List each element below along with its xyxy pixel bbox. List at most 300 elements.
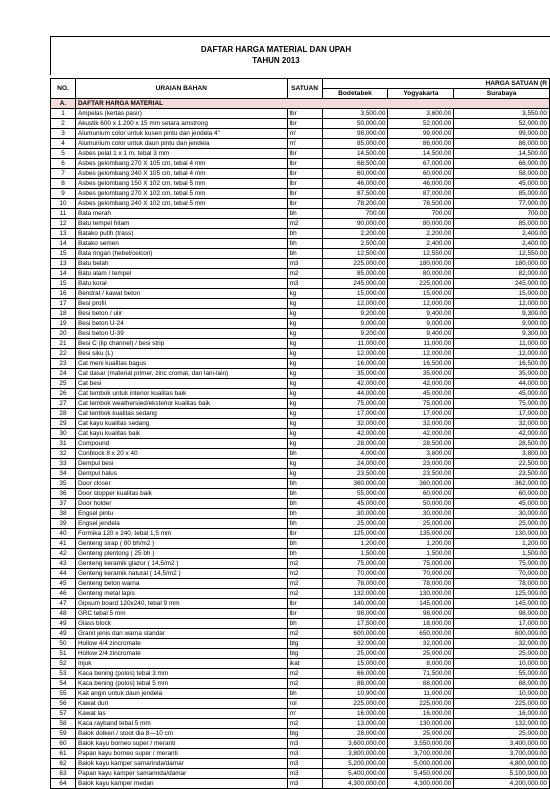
price-bodetabek: 98,000.00 bbox=[322, 609, 388, 619]
price-yogyakarta: 32,000.00 bbox=[388, 639, 454, 649]
table-row bbox=[51, 699, 550, 709]
price-surabaya: 3,700,000.00 bbox=[454, 749, 550, 759]
price-bodetabek: 32,000.00 bbox=[322, 639, 388, 649]
price-yogyakarta: 2,400.00 bbox=[388, 239, 454, 249]
table-row bbox=[51, 469, 550, 479]
item-unit: bh bbox=[287, 209, 322, 219]
item-description: Batu belah bbox=[75, 259, 287, 269]
item-description: Dempul besi bbox=[75, 459, 287, 469]
price-surabaya: 5,100,000.00 bbox=[454, 769, 550, 779]
price-surabaya: 78,000.00 bbox=[454, 579, 550, 589]
price-surabaya: 12,000.00 bbox=[454, 299, 550, 309]
item-unit: m3 bbox=[287, 769, 322, 779]
item-unit: m' bbox=[287, 139, 322, 149]
price-bodetabek: 17,500.00 bbox=[322, 619, 388, 629]
price-surabaya: 25,000.00 bbox=[454, 729, 550, 739]
item-description: Genteng sirap ( 80 bh/m2 ) bbox=[75, 539, 287, 549]
row-number: 10 bbox=[51, 199, 76, 209]
item-unit: bh bbox=[287, 509, 322, 519]
row-number: 61 bbox=[51, 749, 76, 759]
row-number: 6 bbox=[51, 159, 76, 169]
table-row bbox=[51, 359, 550, 369]
document-subtitle: TAHUN 2013 bbox=[252, 56, 300, 65]
price-yogyakarta: 71,500.00 bbox=[388, 669, 454, 679]
header-city-yogyakarta: Yogyakarta bbox=[388, 89, 454, 99]
price-surabaya: 3,800.00 bbox=[454, 449, 550, 459]
price-yogyakarta: 78,500.00 bbox=[388, 199, 454, 209]
table-row bbox=[51, 439, 550, 449]
table-row bbox=[51, 309, 550, 319]
section-row bbox=[51, 99, 550, 109]
price-bodetabek: 28,000.00 bbox=[322, 439, 388, 449]
price-surabaya: 12,000.00 bbox=[454, 349, 550, 359]
item-unit: kg bbox=[287, 359, 322, 369]
table-row bbox=[51, 329, 550, 339]
price-bodetabek: 70,000.00 bbox=[322, 569, 388, 579]
item-unit: m2 bbox=[287, 559, 322, 569]
price-surabaya: 132,000.00 bbox=[454, 719, 550, 729]
price-surabaya: 10,000.00 bbox=[454, 659, 550, 669]
item-description: Door closer bbox=[75, 479, 287, 489]
price-surabaya: 17,000.00 bbox=[454, 619, 550, 629]
item-unit: bh bbox=[287, 239, 322, 249]
price-bodetabek: 98,000.00 bbox=[322, 129, 388, 139]
table-row bbox=[51, 389, 550, 399]
price-yogyakarta: 130,000.00 bbox=[388, 719, 454, 729]
price-surabaya: 2,400.00 bbox=[454, 229, 550, 239]
row-number: 15 bbox=[51, 249, 76, 259]
row-number: 27 bbox=[51, 399, 76, 409]
row-number: 41 bbox=[51, 539, 76, 549]
price-bodetabek: 78,200.00 bbox=[322, 199, 388, 209]
row-number: 64 bbox=[51, 779, 76, 789]
row-number: 2 bbox=[51, 119, 76, 129]
price-bodetabek: 25,000.00 bbox=[322, 649, 388, 659]
table-row bbox=[51, 659, 550, 669]
price-surabaya: 9,300.00 bbox=[454, 329, 550, 339]
item-description: Cat tembok kualitas sedang bbox=[75, 409, 287, 419]
item-description: Dempul halus bbox=[75, 469, 287, 479]
price-yogyakarta: 17,000.00 bbox=[388, 409, 454, 419]
price-yogyakarta: 35,000.00 bbox=[388, 369, 454, 379]
item-unit: bh bbox=[287, 489, 322, 499]
item-unit: m3 bbox=[287, 749, 322, 759]
price-surabaya: 30,000.00 bbox=[454, 509, 550, 519]
item-unit: rol bbox=[287, 699, 322, 709]
item-description: Genteng plentong ( 25 bh ) bbox=[75, 549, 287, 559]
row-number: 57 bbox=[51, 709, 76, 719]
row-number: 14 bbox=[51, 239, 76, 249]
item-unit: m' bbox=[287, 709, 322, 719]
price-yogyakarta: 11,000.00 bbox=[388, 339, 454, 349]
table-row bbox=[51, 339, 550, 349]
price-bodetabek: 2,500.00 bbox=[322, 239, 388, 249]
item-description: Genteng metal lapis bbox=[75, 589, 287, 599]
row-number: 30 bbox=[51, 429, 76, 439]
table-row bbox=[51, 709, 550, 719]
item-unit: bh bbox=[287, 449, 322, 459]
row-number: 12 bbox=[51, 219, 76, 229]
table-row bbox=[51, 219, 550, 229]
row-number: 48 bbox=[51, 609, 76, 619]
price-yogyakarta: 87,000.00 bbox=[388, 189, 454, 199]
price-bodetabek: 140,000.00 bbox=[322, 599, 388, 609]
price-surabaya: 99,000.00 bbox=[454, 129, 550, 139]
row-number: 40 bbox=[51, 529, 76, 539]
item-unit: lbr bbox=[287, 109, 322, 119]
price-yogyakarta: 360,000.00 bbox=[388, 479, 454, 489]
price-bodetabek: 15,000.00 bbox=[322, 289, 388, 299]
item-unit: m2 bbox=[287, 589, 322, 599]
table-row bbox=[51, 499, 550, 509]
price-surabaya: 35,000.00 bbox=[454, 369, 550, 379]
price-bodetabek: 85,000.00 bbox=[322, 139, 388, 149]
price-yogyakarta: 70,000.00 bbox=[388, 569, 454, 579]
table-row bbox=[51, 159, 550, 169]
header-city-surabaya: Surabaya bbox=[454, 89, 550, 99]
table-row bbox=[51, 559, 550, 569]
price-bodetabek: 25,000.00 bbox=[322, 519, 388, 529]
price-surabaya: 145,000.00 bbox=[454, 599, 550, 609]
price-bodetabek: 17,000.00 bbox=[322, 409, 388, 419]
item-description: Kaca bening (polos) tebal 3 mm bbox=[75, 669, 287, 679]
material-price-table bbox=[50, 78, 550, 789]
table-row bbox=[51, 109, 550, 119]
price-surabaya: 28,500.00 bbox=[454, 439, 550, 449]
price-yogyakarta: 3,600.00 bbox=[388, 109, 454, 119]
item-description: Cat besi bbox=[75, 379, 287, 389]
item-unit: btg bbox=[287, 729, 322, 739]
row-number: 29 bbox=[51, 419, 76, 429]
item-description: Cat tembok weathersied/eksterior kualitas baik bbox=[75, 399, 287, 409]
table-row bbox=[51, 419, 550, 429]
price-bodetabek: 24,000.00 bbox=[322, 459, 388, 469]
table-row bbox=[51, 149, 550, 159]
item-description: Besi beton / ulir bbox=[75, 309, 287, 319]
row-number: 25 bbox=[51, 379, 76, 389]
price-bodetabek: 16,000.00 bbox=[322, 359, 388, 369]
price-yogyakarta: 145,000.00 bbox=[388, 599, 454, 609]
table-row bbox=[51, 679, 550, 689]
table-row bbox=[51, 649, 550, 659]
header-satuan: SATUAN bbox=[287, 79, 322, 99]
price-yogyakarta: 60,000.00 bbox=[388, 489, 454, 499]
table-row bbox=[51, 449, 550, 459]
price-bodetabek: 12,000.00 bbox=[322, 349, 388, 359]
header-uraian: URAIAN BAHAN bbox=[75, 79, 287, 99]
price-bodetabek: 12,500.00 bbox=[322, 249, 388, 259]
row-number: 31 bbox=[51, 439, 76, 449]
table-row bbox=[51, 599, 550, 609]
price-surabaya: 45,000.00 bbox=[454, 499, 550, 509]
row-number: 49 bbox=[51, 629, 76, 639]
item-unit: m' bbox=[287, 129, 322, 139]
price-surabaya: 12,550.00 bbox=[454, 249, 550, 259]
price-yogyakarta: 42,000.00 bbox=[388, 379, 454, 389]
row-number: 13 bbox=[51, 259, 76, 269]
price-bodetabek: 85,000.00 bbox=[322, 269, 388, 279]
price-yogyakarta: 23,500.00 bbox=[388, 469, 454, 479]
item-description: Bata ringan (hebel/celcon) bbox=[75, 249, 287, 259]
table-row bbox=[51, 289, 550, 299]
item-description: Bendrat / kawat beton bbox=[75, 289, 287, 299]
price-bodetabek: 5,200,000.00 bbox=[322, 759, 388, 769]
table-row bbox=[51, 139, 550, 149]
item-description: Asbes gelombang 150 X 102 cm, tebal 5 mm bbox=[75, 179, 287, 189]
row-number: 62 bbox=[51, 759, 76, 769]
price-yogyakarta: 98,000.00 bbox=[388, 609, 454, 619]
row-number: 49 bbox=[51, 619, 76, 629]
item-unit: bh bbox=[287, 229, 322, 239]
item-description: Genteng keramik natural ( 14,5/m2 ) bbox=[75, 569, 287, 579]
item-description: Kait angin untuk daun jendela bbox=[75, 689, 287, 699]
price-bodetabek: 23,500.00 bbox=[322, 469, 388, 479]
price-surabaya: 25,000.00 bbox=[454, 649, 550, 659]
price-bodetabek: 87,500.00 bbox=[322, 189, 388, 199]
price-yogyakarta: 25,000.00 bbox=[388, 519, 454, 529]
price-surabaya: 45,000.00 bbox=[454, 389, 550, 399]
item-unit: kg bbox=[287, 459, 322, 469]
title-block bbox=[50, 36, 550, 75]
price-bodetabek: 3,600,000.00 bbox=[322, 739, 388, 749]
price-surabaya: 130,000.00 bbox=[454, 529, 550, 539]
price-surabaya: 16,000.00 bbox=[454, 709, 550, 719]
price-surabaya: 32,000.00 bbox=[454, 419, 550, 429]
item-description: Hollow 4/4 zincromate bbox=[75, 639, 287, 649]
price-surabaya: 55,000.00 bbox=[454, 669, 550, 679]
item-unit: kg bbox=[287, 369, 322, 379]
header-city-bodetabek: Bodetabek bbox=[322, 89, 388, 99]
item-unit: bh bbox=[287, 519, 322, 529]
row-number: 45 bbox=[51, 579, 76, 589]
item-description: Besi siku (L) bbox=[75, 349, 287, 359]
price-surabaya: 32,000.00 bbox=[454, 639, 550, 649]
price-yogyakarta: 650,000.00 bbox=[388, 629, 454, 639]
table-row bbox=[51, 669, 550, 679]
price-surabaya: 82,000.00 bbox=[454, 269, 550, 279]
price-surabaya: 16,500.00 bbox=[454, 359, 550, 369]
table-row bbox=[51, 349, 550, 359]
item-unit: lbr bbox=[287, 159, 322, 169]
item-description: Akustik 600 x 1.200 x 15 mm setara amstrong bbox=[75, 119, 287, 129]
item-description: Batu tempel hitam bbox=[75, 219, 287, 229]
item-unit: btg bbox=[287, 649, 322, 659]
table-body bbox=[51, 99, 550, 789]
price-bodetabek: 9,000.00 bbox=[322, 319, 388, 329]
price-yogyakarta: 78,000.00 bbox=[388, 579, 454, 589]
row-number: 39 bbox=[51, 519, 76, 529]
item-description: Genteng keramik glazur ( 14,5/m2 ) bbox=[75, 559, 287, 569]
item-unit: btg bbox=[287, 639, 322, 649]
item-description: Gipsum board 120x240, tebal 9 mm bbox=[75, 599, 287, 609]
price-yogyakarta: 28,500.00 bbox=[388, 439, 454, 449]
row-number: 60 bbox=[51, 739, 76, 749]
price-bodetabek: 1,500.00 bbox=[322, 549, 388, 559]
price-bodetabek: 90,000.00 bbox=[322, 219, 388, 229]
price-surabaya: 58,000.00 bbox=[454, 169, 550, 179]
row-number: 11 bbox=[51, 209, 76, 219]
item-description: Door holder bbox=[75, 499, 287, 509]
table-row bbox=[51, 579, 550, 589]
document-title: DAFTAR HARGA MATERIAL DAN UPAH bbox=[200, 45, 352, 54]
price-surabaya: 9,000.00 bbox=[454, 319, 550, 329]
table-row bbox=[51, 509, 550, 519]
item-unit: m3 bbox=[287, 259, 322, 269]
row-number: 26 bbox=[51, 389, 76, 399]
row-number: 7 bbox=[51, 169, 76, 179]
price-yogyakarta: 130,000.00 bbox=[388, 589, 454, 599]
price-yogyakarta: 3,550,000.00 bbox=[388, 739, 454, 749]
price-surabaya: 10,000.00 bbox=[454, 689, 550, 699]
price-bodetabek: 68,500.00 bbox=[322, 159, 388, 169]
price-yogyakarta: 12,000.00 bbox=[388, 349, 454, 359]
price-yogyakarta: 15,000.00 bbox=[388, 289, 454, 299]
price-surabaya: 66,000.00 bbox=[454, 159, 550, 169]
row-number: 18 bbox=[51, 309, 76, 319]
row-number: 42 bbox=[51, 549, 76, 559]
table-row bbox=[51, 279, 550, 289]
table-row bbox=[51, 319, 550, 329]
row-number: 38 bbox=[51, 509, 76, 519]
price-surabaya: 44,000.00 bbox=[454, 379, 550, 389]
header-no: NO. bbox=[51, 79, 76, 99]
price-yogyakarta: 1,200.00 bbox=[388, 539, 454, 549]
row-number: 43 bbox=[51, 559, 76, 569]
price-surabaya: 600,000.00 bbox=[454, 629, 550, 639]
price-yogyakarta: 75,000.00 bbox=[388, 559, 454, 569]
price-bodetabek: 4,000.00 bbox=[322, 449, 388, 459]
price-yogyakarta: 9,400.00 bbox=[388, 309, 454, 319]
item-description: Balok kayu borneo super / meranti bbox=[75, 739, 287, 749]
price-surabaya: 70,000.00 bbox=[454, 569, 550, 579]
item-description: Balok kayu kamper samarinda/damar bbox=[75, 759, 287, 769]
row-number: 22 bbox=[51, 349, 76, 359]
price-bodetabek: 360,000.00 bbox=[322, 479, 388, 489]
item-description: Engsel pintu bbox=[75, 509, 287, 519]
price-bodetabek: 600,000.00 bbox=[322, 629, 388, 639]
price-bodetabek: 15,000.00 bbox=[322, 659, 388, 669]
price-bodetabek: 45,000.00 bbox=[322, 499, 388, 509]
row-number: 53 bbox=[51, 669, 76, 679]
item-description: Genteng beton warna bbox=[75, 579, 287, 589]
price-surabaya: 22,500.00 bbox=[454, 459, 550, 469]
item-unit: kg bbox=[287, 289, 322, 299]
price-bodetabek: 4,300,000.00 bbox=[322, 779, 388, 789]
item-description: Kawat las bbox=[75, 709, 287, 719]
table-row bbox=[51, 739, 550, 749]
price-surabaya: 700.00 bbox=[454, 209, 550, 219]
price-surabaya: 98,000.00 bbox=[454, 609, 550, 619]
price-yogyakarta: 225,000.00 bbox=[388, 279, 454, 289]
table-row bbox=[51, 589, 550, 599]
item-unit: bh bbox=[287, 549, 322, 559]
item-unit: m2 bbox=[287, 579, 322, 589]
item-unit: lbr bbox=[287, 609, 322, 619]
price-bodetabek: 3,500.00 bbox=[322, 109, 388, 119]
price-surabaya: 225,000.00 bbox=[454, 699, 550, 709]
price-yogyakarta: 12,000.00 bbox=[388, 299, 454, 309]
item-unit: lbr bbox=[287, 199, 322, 209]
row-number: 19 bbox=[51, 319, 76, 329]
item-description: Bata merah bbox=[75, 209, 287, 219]
item-unit: m2 bbox=[287, 669, 322, 679]
item-unit: lbr bbox=[287, 119, 322, 129]
item-description: Door stopper kualitas baik bbox=[75, 489, 287, 499]
item-unit: kg bbox=[287, 319, 322, 329]
price-bodetabek: 245,000.00 bbox=[322, 279, 388, 289]
price-surabaya: 88,000.00 bbox=[454, 679, 550, 689]
table-row bbox=[51, 199, 550, 209]
table-row bbox=[51, 399, 550, 409]
row-number: 8 bbox=[51, 179, 76, 189]
table-row bbox=[51, 209, 550, 219]
row-number: 37 bbox=[51, 499, 76, 509]
table-row bbox=[51, 519, 550, 529]
price-surabaya: 85,000.00 bbox=[454, 189, 550, 199]
row-number: 17 bbox=[51, 299, 76, 309]
table-row bbox=[51, 229, 550, 239]
price-surabaya: 60,000.00 bbox=[454, 489, 550, 499]
item-unit: kg bbox=[287, 329, 322, 339]
item-unit: m2 bbox=[287, 629, 322, 639]
item-unit: kg bbox=[287, 349, 322, 359]
item-unit: m3 bbox=[287, 759, 322, 769]
row-number: 63 bbox=[51, 769, 76, 779]
price-bodetabek: 75,000.00 bbox=[322, 559, 388, 569]
table-row bbox=[51, 129, 550, 139]
item-unit: kg bbox=[287, 409, 322, 419]
price-surabaya: 4,800,000.00 bbox=[454, 759, 550, 769]
item-description: Papan kayu kamper samarinda/damar bbox=[75, 769, 287, 779]
price-bodetabek: 78,000.00 bbox=[322, 579, 388, 589]
price-surabaya: 25,000.00 bbox=[454, 519, 550, 529]
price-surabaya: 86,000.00 bbox=[454, 139, 550, 149]
price-yogyakarta: 700.00 bbox=[388, 209, 454, 219]
price-yogyakarta: 52,000.00 bbox=[388, 119, 454, 129]
table-row bbox=[51, 179, 550, 189]
item-description: Cat kayu kualitas baik bbox=[75, 429, 287, 439]
table-row bbox=[51, 259, 550, 269]
item-description: Besi profil bbox=[75, 299, 287, 309]
price-yogyakarta: 11,000.00 bbox=[388, 689, 454, 699]
row-number: 36 bbox=[51, 489, 76, 499]
item-description: Alumunium color untuk kusen pintu dan jendela 4" bbox=[75, 129, 287, 139]
row-number: 54 bbox=[51, 679, 76, 689]
item-unit: bh bbox=[287, 249, 322, 259]
price-bodetabek: 132,000.00 bbox=[322, 589, 388, 599]
price-bodetabek: 35,000.00 bbox=[322, 369, 388, 379]
item-unit: lbr bbox=[287, 189, 322, 199]
price-surabaya: 14,500.00 bbox=[454, 149, 550, 159]
row-number: 21 bbox=[51, 339, 76, 349]
price-bodetabek: 50,000.00 bbox=[322, 119, 388, 129]
row-number: 1 bbox=[51, 109, 76, 119]
table-row bbox=[51, 459, 550, 469]
price-yogyakarta: 8,000.00 bbox=[388, 659, 454, 669]
table-row bbox=[51, 239, 550, 249]
section-code: A. bbox=[51, 99, 76, 109]
item-description: Conblock 8 x 20 x 40 bbox=[75, 449, 287, 459]
price-surabaya: 1,500.00 bbox=[454, 549, 550, 559]
item-unit: ikat bbox=[287, 659, 322, 669]
item-description: Kaca rayband tebal 5 mm bbox=[75, 719, 287, 729]
row-number: 58 bbox=[51, 719, 76, 729]
item-description: Hollow 2/4 zincromate bbox=[75, 649, 287, 659]
price-yogyakarta: 5,000,000.00 bbox=[388, 759, 454, 769]
item-unit: m3 bbox=[287, 739, 322, 749]
item-description: Batako putih (trass) bbox=[75, 229, 287, 239]
price-surabaya: 23,500.00 bbox=[454, 469, 550, 479]
